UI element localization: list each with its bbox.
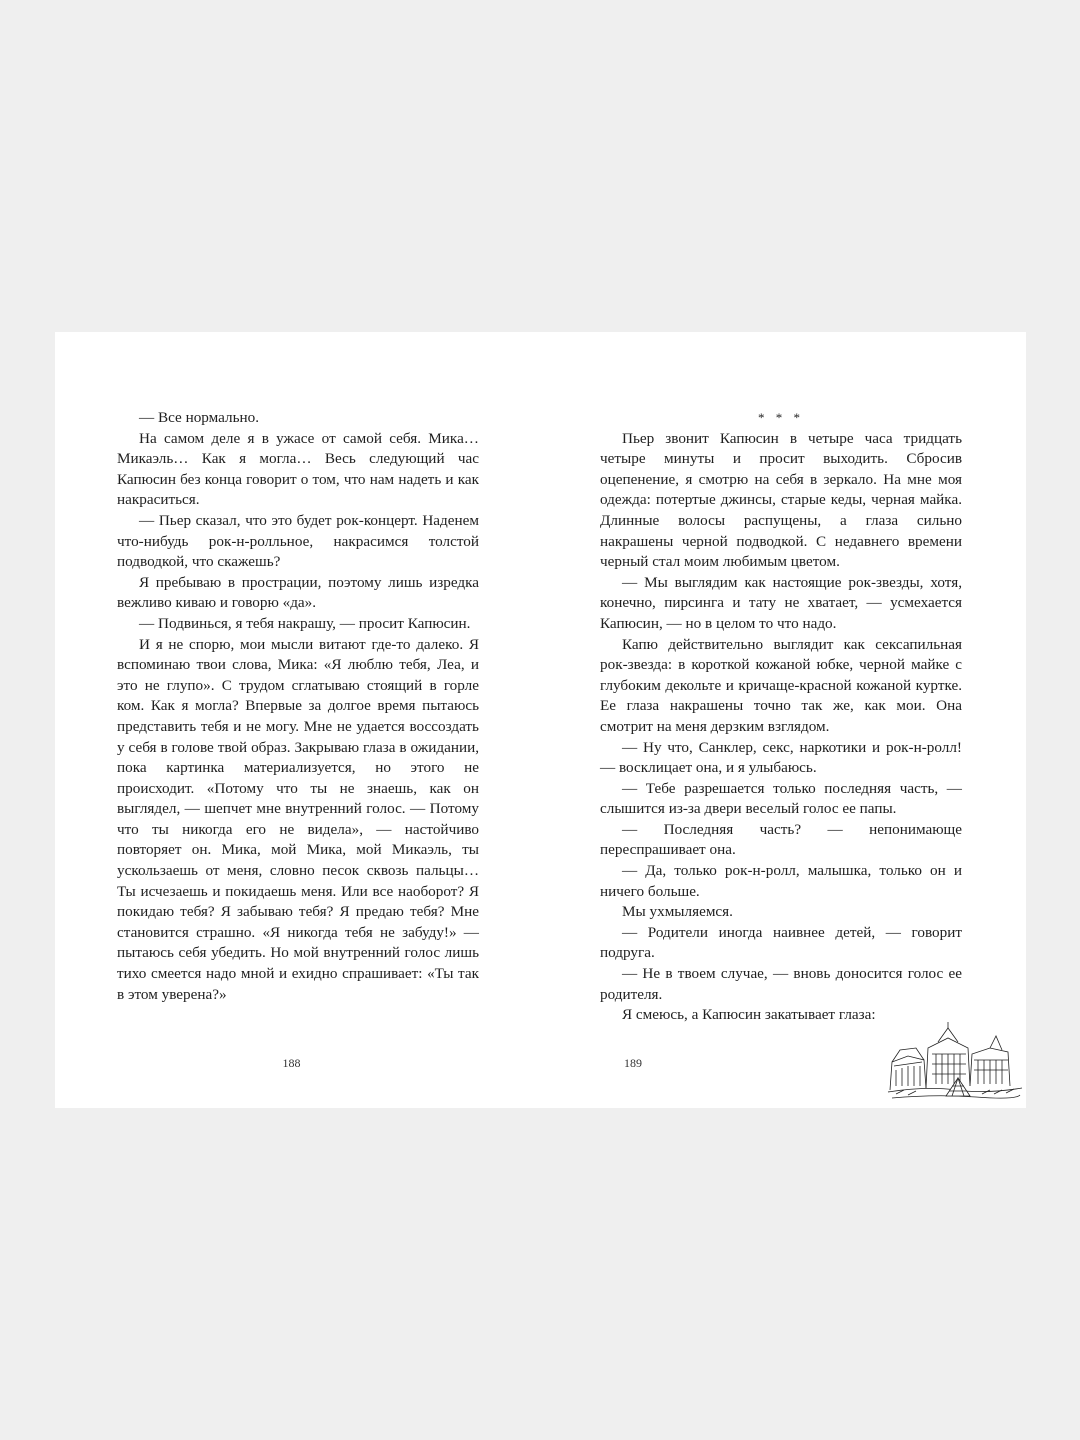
louvre-sketch-illustration xyxy=(886,1004,1024,1104)
paragraph: Пьер звонит Капюсин в четыре часа тридцать четыре минуты и просит выходить. Сбросив оцепенение, я смотрю на себя в зеркало. На мне моя одежда: потертые джинсы, старые кеды, черная майка. Длинные волосы распущены, а глаза сильно накрашены черной подводкой. С недавнего времени черный стал моим любимым цветом. xyxy=(600,429,962,571)
paragraph: Капю действительно выглядит как сексапильная рок-звезда: в короткой кожаной юбке, черной майке с глубоким декольте и кричаще-красной кожаной куртке. Ее глаза накрашены точно так же, как мои. Она смотрит на меня дерзким взглядом. xyxy=(600,635,962,735)
book-spread xyxy=(55,332,1026,1108)
paragraph: Мы ухмыляемся. xyxy=(622,903,733,921)
paragraph: — Все нормально. xyxy=(139,409,260,426)
right-page xyxy=(540,332,1026,1108)
paragraph: — Тебе разрешается только последняя часть, — слышится из-за двери веселый голос ее папы. xyxy=(600,779,962,818)
paragraph: — Пьер сказал, что это будет рок-концерт. Наденем что-нибудь рок-н-ролльное, накрасимся толстой подводкой, что скажешь? xyxy=(117,511,479,571)
left-page xyxy=(55,332,540,1108)
paragraph: — Не в твоем случае, — вновь доносится голос ее родителя. xyxy=(600,965,962,1003)
left-page-text xyxy=(117,408,479,1005)
paragraph: — Ну что, Санклер, секс, наркотики и рок-н-ролл! — восклицает она, и я улыбаюсь. xyxy=(600,738,962,777)
paragraph: — Родители иногда наивнее детей, — говорит подруга. xyxy=(600,923,962,962)
paragraph: — Подвинься, я тебя накрашу, — просит Капюсин. xyxy=(139,614,471,632)
page-number: 189 xyxy=(624,1056,642,1070)
paragraph: — Мы выглядим как настоящие рок-звезды, хотя, конечно, пирсинга и тату не хватает, — усмехается Капюсин, — но в целом то что надо. xyxy=(600,573,962,632)
page-number: 188 xyxy=(282,1056,301,1070)
paragraph: Я смеюсь, а Капюсин закатывает глаза: xyxy=(622,1006,876,1024)
paragraph: И я не спорю, мои мысли витают где-то далеко. Я вспоминаю твои слова, Мика: «Я люблю тебя, Леа, и это не глупо». С трудом сглатываю стоящий в горле ком. Как я могла? Впервые за долгое время пытаюсь представить тебя и не могу. Мне не удается воссоздать у себя в голове твой образ. Закрываю глаза в ожидании, пока картинка материализуется, но этого не происходит. «Потому что ты не знаешь, как он выглядел, — шепчет мне внутренний голос. — Потому что ты никогда его не видела», — настойчиво повторяет он. Мика, мой Мика, мой Микаэль, ты ускользаешь от меня, словно песок сквозь пальцы… Ты исчезаешь и покидаешь меня. Или все наоборот? Я покидаю тебя? Я забываю тебя? Я предаю тебя? Мне становится страшно. «Я никогда тебя не забуду!» — пытаюсь себя убедить. Но мой внутренний голос лишь тихо смеется надо мной и ехидно спрашивает: «Ты так в этом уверена?» xyxy=(117,635,479,1003)
right-page-text xyxy=(600,408,962,1026)
section-break: * * * xyxy=(758,410,804,425)
paragraph: — Последняя часть? — непонимающе переспрашивает она. xyxy=(600,820,962,859)
paragraph: На самом деле я в ужасе от самой себя. Мика… Микаэль… Как я могла… Весь следующий час Капюсин без конца говорит о том, что нам надеть и как накраситься. xyxy=(117,429,479,509)
paragraph: — Да, только рок-н-ролл, малышка, только он и ничего больше. xyxy=(600,862,962,900)
paragraph: Я пребываю в прострации, поэтому лишь изредка вежливо киваю и говорю «да». xyxy=(117,573,479,612)
